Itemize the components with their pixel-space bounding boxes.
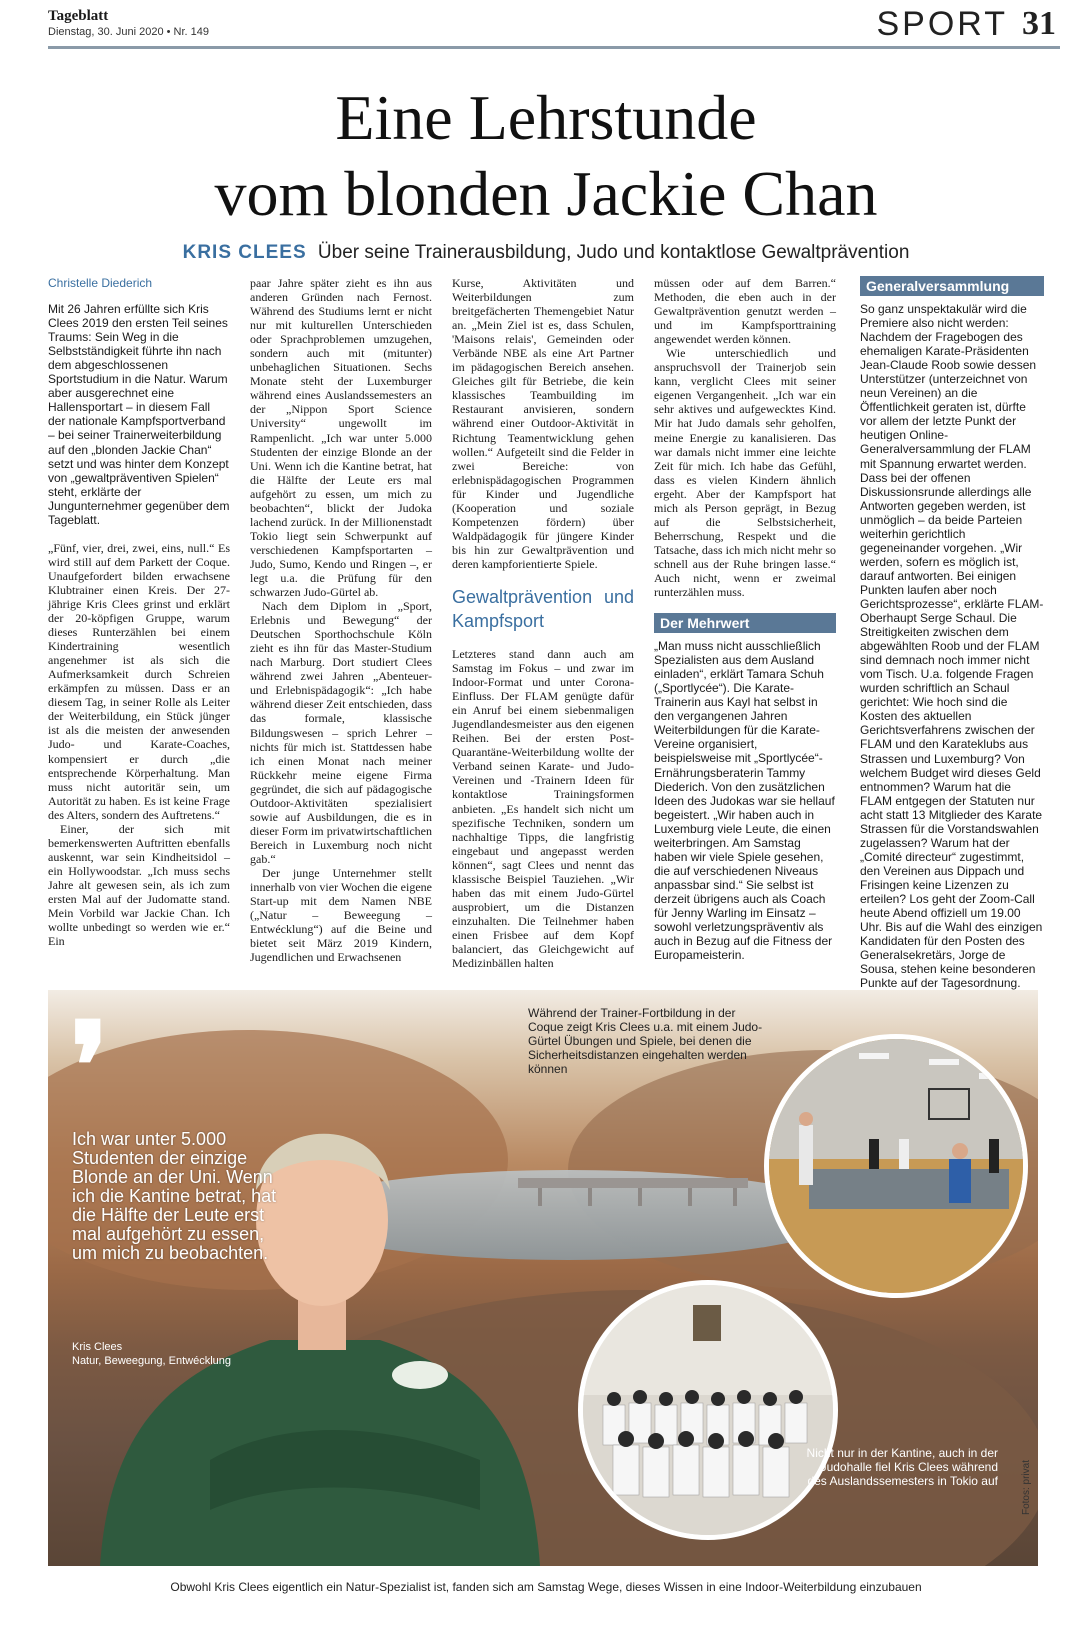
body-paragraph: Nach dem Diplom in „Sport, Erlebnis und Bewegung“ der Deutschen Sporthochschule Köln zieht es ihn für das Master-Studium nach Marburg. Dort studiert Clees während zwei Jahren „Abenteuer- und Erlebnispädagogik“: „Ich habe während dieser Zeit entschieden, dass das formale, klassische Bildungswesen – sprich Lehrer – nichts für mich ist. Stattdessen habe ich einen Monat nach meiner Rückkehr meine eigene Firma gegründet, die sich auf pädagogische Outdoor-Aktivitäten spezialisiert sowie auf Ausbildungen, die es in dieser Form im privatwirtschaftlichen Bereich in Luxemburg noch nicht gab.“ — [250, 599, 432, 866]
subheading: Gewaltprävention und Kampfsport — [452, 586, 634, 631]
issue-info: Dienstag, 30. Juni 2020 • Nr. 149 — [48, 26, 210, 38]
headline-line-1: Eine Lehrstunde — [335, 82, 757, 153]
masthead — [48, 8, 209, 39]
brand-name: Tageblatt — [48, 8, 109, 24]
body-paragraph: „Fünf, vier, drei, zwei, eins, null.“ Es wird still auf dem Parkett der Coque. Unaufgefordert bilden erwachsene Klubtrainer einen Kreis. Der 27-jährige Kris Clees grinst und erklärt der 20-köpfigen Gruppe, warum dieses Runterzählen bei einem Kindertraining wesentlich angenehmer ist als sich die Aufmerksamkeit durch Schreien erkämpfen zu müssen. Dass er an diesem Tag, in seiner Rolle als Leiter der Weiterbildung, ein Stück jünger ist als die meisten der anwesenden Judo- und Karate-Coaches, kompensiert er durch „die entsprechende Körperhaltung. Man muss nicht autoritär sein, um Autorität zu haben. Es ist keine Frage des Alters, sondern des Auftretens.“ — [48, 540, 230, 822]
photo-credit: Fotos: privat — [1021, 1460, 1032, 1516]
column-3 — [452, 276, 634, 970]
photo-caption: Obwohl Kris Clees eigentlich ein Natur-Spezialist ist, fanden sich am Samstag Wege, dieses Wissen in eine Indoor-Weiterbildung einzubauen — [170, 1580, 922, 1594]
box-heading-generalversammlung: Generalversammlung — [860, 276, 1044, 296]
quote-role: Natur, Beweegung, Entwécklung — [72, 1355, 231, 1367]
body-paragraph: müssen oder auf dem Barren.“ Methoden, die eben auch in der Gewaltprävention genutzt werden – und im Kampfsporttraining angewendet werden können. — [654, 276, 836, 347]
caption-training: Während der Trainer-Fortbildung in der Coque zeigt Kris Clees u.a. mit einem Judo-Gürtel Übungen und Spiele, bei denen die Sicherheitsdistanzen eingehalten werden können — [528, 1006, 763, 1076]
body-paragraph: paar Jahre später zieht es ihn aus anderen Gründen nach Fernost. Während des Studiums lernt er nicht nur mit kulturellen Unterschieden oder Sprachproblemen umzugehen, sondern auch mit (mitunter) unbehaglichen Situationen. Sechs Monate steht der Luxemburger während eines Auslandssemesters an der „Nippon Sport Science University“ ungewollt im Rampenlicht. „Ich war unter 5.000 Studenten der einzige Blonde an der Uni. Wenn ich die Kantine betrat, hat die Hälfte der Leute ers mal aufgehört zu essen, um mich zu beobachten“, blickt der Judoka lachend zurück. In der Millionenstadt Tokio liegt sein Schwerpunkt auf verschiedenen Kampfsportarten – Judo, Sumo, Kendo und Ringen –, er legt u.a. die Prüfung für den schwarzen Judo-Gürtel ab. — [250, 276, 432, 600]
inset-photo-judo-hall — [578, 1280, 838, 1540]
column-2 — [250, 276, 432, 964]
body-paragraph: Der junge Unternehmer stellt innerhalb von vier Wochen die eigene Start-up mit dem Namen NBE („Natur – Beweegung – Entwécklung“) auf die Beine und bietet seit März 2019 Kindern, Jugendlichen und Erwachsenen — [250, 865, 432, 965]
quote-attribution — [72, 1340, 231, 1368]
kicker-text: Über seine Trainerausbildung, Judo und kontaktlose Gewaltprävention — [317, 242, 910, 263]
portrait-person — [60, 1040, 560, 1566]
body-paragraph: Einer, der sich mit bemerkenswerten Auftritten ebenfalls auskennt, war sein Kindheitsidol – ein Hollywoodstar. „Ich muss sechs Jahre alt gewesen sein, als ich zum ersten Mal auf der Judomatte stand. Mein Vorbild war Jackie Chan. Ich wollte unbedingt so werden wie er.“ Ein — [48, 821, 230, 949]
caption-tokio: Nicht nur in der Kantine, auch in der Judohalle fiel Kris Clees während des Auslandssemesters in Tokio auf — [806, 1446, 998, 1488]
headline — [0, 80, 1092, 232]
body-paragraph: Letzteres stand dann auch am Samstag im Fokus – und zwar im Indoor-Format und unter Corona-Einfluss. Der FLAM genügte dafür ein Anruf bei einem siebenmaligen Jugendlandesmeister aus den eigenen Reihen. Bei der ersten Post-Quarantäne-Weiterbildung wollte der Verband seinen Karate- und Judo-Vereinen und -Trainern Ideen für kontaktlose Trainingsformen anbieten. „Es handelt sich nicht um spezifische Techniken, sondern um nachhaltige Tipps, die langfristig eingebaut und angepasst werden können“, sagt Clees und nennt das klassische Beispiel Tauziehen. „Wir haben das mit einem Judo-Gürtel ausprobiert, um die Distanzen einzuhalten. Die Teilnehmer haben einen Frisbee auf dem Kopf balanciert, das Gleichgewicht auf Medizinbällen halten — [452, 646, 634, 971]
column-1 — [48, 276, 230, 948]
feature-photo — [48, 990, 1038, 1566]
body-paragraph: Kurse, Aktivitäten und Weiterbildungen zum breitgefächerten Themengebiet Natur an. „Mein Ziel ist es, dass Schulen, 'Maisons relais', Gemeinden oder Verbände NBE als eine Art Partner im pädagogischen Bereich ansehen. Gleiches gilt für Betriebe, die kein klassisches Teambuilding im Restaurant anvisieren, sondern während einer Outdoor-Aktivität in Richtung Teamentwicklung gehen wollen.“ Aufgeteilt sind die Felder in zwei Bereiche: von erlebnispädagogischen Programmen für Kinder und Jugendliche (Kooperation und soziale Kompetenzen fördern) über Waldpädagogik für jüngere Kinder bis hin zur Gewaltprävention und deren kampforientierte Spiele. — [452, 276, 634, 571]
page-number: 31 — [1022, 5, 1056, 42]
lead-paragraph: Mit 26 Jahren erfüllte sich Kris Clees 2019 den ersten Teil seines Traums: Sein Weg in die Selbstständigkeit führte ihn nach dem abgeschlossenen Sportstudium in die Natur. Warum aber ausgerechnet eine Hallensportart – in diesem Fall der nationale Kampfsportverband – bei seiner Trainerweiterbildung auf den „blonden Jackie Chan“ setzt und was hinter dem Konzept von „gewaltpräventiven Spielen“ steht, erklärte der Jungunternehmer gegenüber dem Tageblatt. — [48, 302, 230, 527]
body-paragraph: Wie unterschiedlich und anspruchsvoll der Trainerjob sein kann, verglicht Clees mit seiner eigenen Vergangenheit. „Ich war ein sehr aktives und aufgewecktes Kind. Mir hat Judo damals sehr geholfen, meine Energie zu kanalisieren. Das war damals nicht immer eine leichte Zeit für mich. Ich habe das Gefühl, dass es vielen Kindern ähnlich ergeht. Aber der Kampfsport hat mich als Person geprägt, in Bezug auf die Selbstsicherheit, Beherrschung, Respekt und die Tatsache, dass ich mich nicht mehr so schnell aus der Ruhe bringen lasse.“ Auch nicht, wenn er zweimal runterzählen muss. — [654, 346, 836, 600]
box-text-mehrwert: „Man muss nicht ausschließlich Spezialisten aus dem Ausland einladen“, erklärt Tamara Schuh („Sportlycée“). Die Karate-Trainerin aus Kayl hat selbst in den vergangenen Jahren Weiterbildungen für die Karate-Vereine organisiert, beispielsweise mit „Sportlycée“-Ernährungsberaterin Tammy Diederich. Von den zusätzlichen Ideen des Judokas war sie hellauf begeistert. „Wir haben auch in Luxemburg viele Leute, die einen weiterbringen. Am Samstag haben wir viele Spiele gesehen, die auf verschiedenen Niveaus anpassbar sind.“ Sie selbst ist derzeit übrigens auch als Coach für Jenny Warling im Einsatz – sowohl verletzungspräventiv als auch in Bezug auf die Fitness der Europameisterin. — [654, 639, 835, 963]
headline-line-2: vom blonden Jackie Chan — [214, 158, 878, 229]
quote-name: Kris Clees — [72, 1341, 123, 1353]
section-title: SPORT — [876, 5, 1008, 43]
header-rule — [48, 46, 1060, 49]
column-4 — [654, 276, 836, 962]
box-heading-mehrwert: Der Mehrwert — [654, 613, 836, 633]
kicker — [0, 242, 1092, 264]
author: Christelle Diederich — [48, 276, 153, 290]
inset-photo-gym — [764, 1034, 1028, 1298]
quote-mark-icon: ❜ — [70, 1001, 109, 1134]
column-5 — [860, 276, 1044, 990]
box-text-generalversammlung: So ganz unspektakulär wird die Premiere also nicht werden: Nachdem der Fragebogen des ehemaligen Karate-Präsidenten Jean-Claude Roob sowie dessen Unterstützer (unterzeichnet von neun Vereinen) an die Öffentlichkeit geraten ist, dürfte vor allem der letzte Punkt der heutigen Online-Generalversammlung der FLAM mit Spannung erwartet werden. Dass bei der offenen Diskussionsrunde allerdings alle Antworten gegeben werden, ist unmöglich – da beide Parteien weiterhin gerichtlich gegeneinander vorgehen. „Wir werden, sofern es möglich ist, darauf antworten. Bei einigen Punkten laufen aber noch Gerichtsprozesse“, erklärte FLAM-Oberhaupt Serge Schaul. Die Streitigkeiten zwischen dem abgewählten Roob und der FLAM sind demnach noch immer nicht vom Tisch. U.a. folgende Fragen wurden schriftlich an Schaul gerichtet: Wie hoch sind die Kosten des aktuellen Gerichtsverfahrens zwischen der FLAM und den Karateklubs aus Strassen und Luxemburg? Von welchem Budget wird dieses Geld entnommen? Warum hat die FLAM entgegen der Statuten nur acht statt 13 Mitglieder des Karate Strassen für die Vorstandswahlen zugelassen? Warum hat der „Comité directeur“ zugestimmt, den Vereinen aus Dippach und Frisingen keine Lizenzen zu erteilen? Los geht der Zoom-Call heute Abend offiziell um 19.00 Uhr. Bis auf die Wahl des einzigen Kandidaten für den Posten des Generalsekretärs, Jorge de Sousa, stehen keine besonderen Punkte auf der Tagesordnung. — [860, 302, 1044, 991]
kicker-name: KRIS CLEES — [182, 242, 307, 263]
pull-quote: Ich war unter 5.000 Studenten der einzige Blonde an der Uni. Wenn ich die Kantine betrat, hat die Hälfte der Leute erst mal aufgehört zu essen, um mich zu beobachten. — [72, 1129, 277, 1263]
